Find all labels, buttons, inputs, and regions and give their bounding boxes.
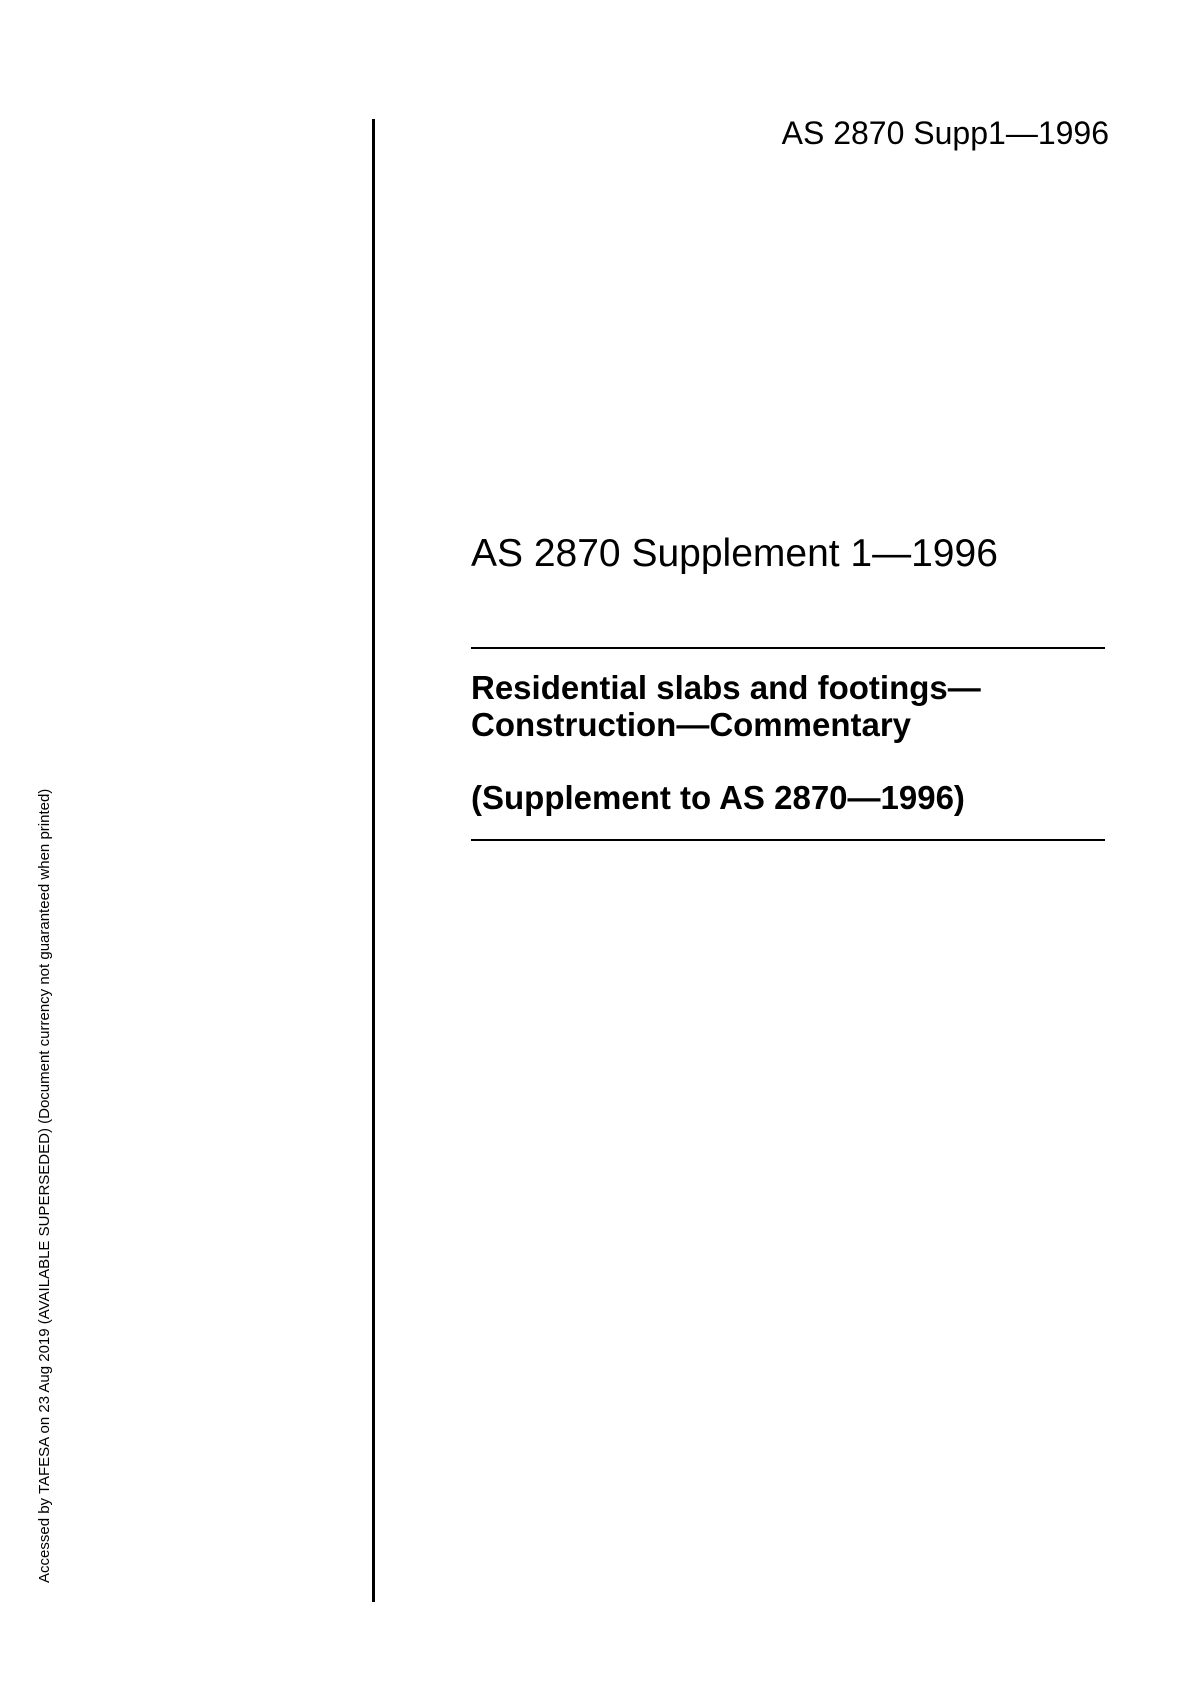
subject-line-2: Construction—Commentary [471,706,912,743]
document-subject [471,669,981,743]
supplement-note: (Supplement to AS 2870—1996) [471,779,965,816]
document-title: AS 2870 Supplement 1—1996 [471,532,998,575]
header-designation: AS 2870 Supp1—1996 [781,115,1109,151]
access-notice: Accessed by TAFESA on 23 Aug 2019 (AVAILABLE SUPERSEDED) (Document currency not guaranteed when printed) [36,788,53,1583]
vertical-divider [372,119,375,1602]
title-rule-bottom [471,839,1105,841]
title-rule-top [471,647,1105,649]
subject-line-1: Residential slabs and footings— [471,669,981,706]
